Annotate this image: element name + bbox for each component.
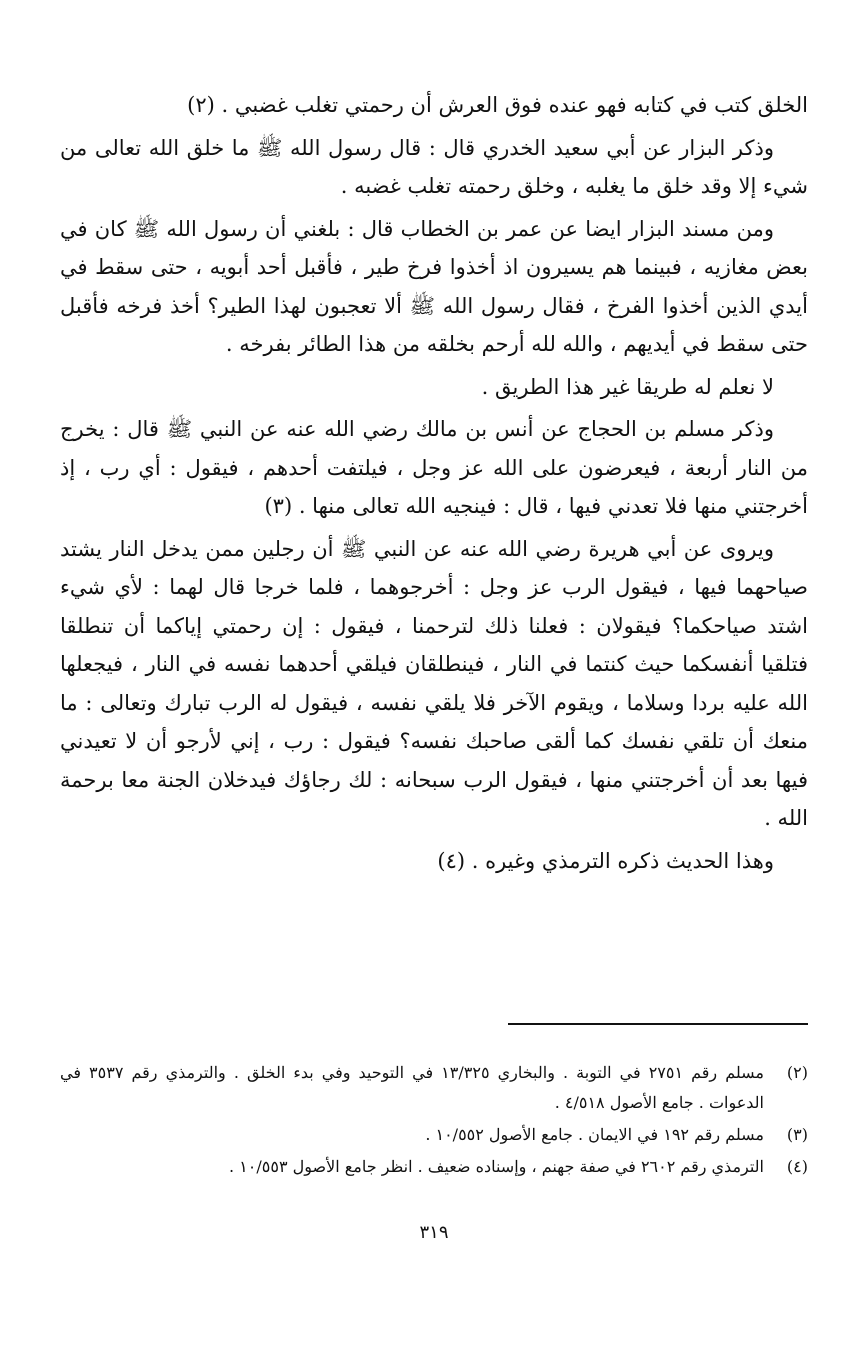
footnote-number: (٤) — [786, 1157, 808, 1176]
footnote-number: (٢) — [786, 1063, 808, 1082]
footnotes — [60, 1058, 808, 1184]
paragraph: ويروى عن أبي هريرة رضي الله عنه عن النبي ﷺ أن رجلين ممن يدخل النار يشتد صياحهما فيها ، فيقول الرب عز وجل : أخرجوهما ، فلما خرجا قال لهما : لأي شيء اشتد صياحكما؟ فيقولان : فعلنا ذلك لترحمنا ، فيقول : إن رحمتي إياكما أن تنطلقا فتلقيا أنفسكما حيث كنتما في النار ، فينطلقان فيلقي أحدهما نفسه في النار ، فيجعلها الله عليه بردا وسلاما ، ويقوم الآخر فلا يلقي نفسه ، فيقول له الرب تبارك وتعالى : ما منعك أن تلقي نفسك كما ألقى صاحبك نفسه؟ فيقول : رب ، إني لأرجو أن لا تعيدني فيها بعد أن أخرجتني منها ، فيقول الرب سبحانه : لك رجاؤك فيدخلان الجنة معا برحمة الله . — [60, 536, 808, 830]
footnote-text: مسلم رقم ١٩٢ في الايمان . جامع الأصول ١٠/٥٥٢ . — [425, 1125, 764, 1144]
paragraph: لا نعلم له طريقا غير هذا الطريق . — [481, 374, 774, 399]
footnote — [60, 1152, 808, 1182]
footnote — [60, 1120, 808, 1150]
paragraph: ومن مسند البزار ايضا عن عمر بن الخطاب قال : بلغني أن رسول الله ﷺ كان في بعض مغازيه ، فبينما هم يسيرون اذ أخذوا فرخ طير ، فأقبل أحد أبويه ، حتى سقط في أيدي الذين أخذوا الفرخ ، فقال رسول الله ﷺ ألا تعجبون لهذا الطير؟ أخذ فرخه فأقبل حتى سقط في أيديهم ، والله لله أرحم بخلقه من هذا الطائر بفرخه . — [60, 216, 808, 356]
footnote-text: مسلم رقم ٢٧٥١ في التوبة . والبخاري ١٣/٣٢٥ في التوحيد وفي بدء الخلق . والترمذي رقم ٣٥٣٧ في الدعوات . جامع الأصول ٤/٥١٨ . — [60, 1063, 764, 1112]
paragraph: وذكر مسلم بن الحجاج عن أنس بن مالك رضي الله عنه عن النبي ﷺ قال : يخرج من النار أربعة ، فيعرضون على الله عز وجل ، فيلتفت أحدهم ، فيقول : أي رب ، إذ أخرجتني منها فلا تعدني فيها ، قال : فينجيه الله تعالى منها . (٣) — [60, 417, 808, 518]
paragraph: وذكر البزار عن أبي سعيد الخدري قال : قال رسول الله ﷺ ما خلق الله تعالى من شيء إلا وقد خلق ما يغلبه ، وخلق رحمته تغلب غضبه . — [60, 135, 808, 198]
footnote-number: (٣) — [786, 1125, 808, 1144]
footnote — [60, 1058, 808, 1118]
main-text — [60, 86, 808, 884]
footnote-text: الترمذي رقم ٢٦٠٢ في صفة جهنم ، وإسناده ضعيف . انظر جامع الأصول ١٠/٥٥٣ . — [229, 1157, 764, 1176]
paragraph: وهذا الحديث ذكره الترمذي وغيره . (٤) — [437, 848, 774, 873]
paragraph: الخلق كتب في كتابه فهو عنده فوق العرش أن رحمتي تغلب غضبي . (٢) — [187, 93, 808, 117]
page-number: ٣١٩ — [419, 1222, 449, 1243]
footnote-separator — [508, 1023, 808, 1025]
